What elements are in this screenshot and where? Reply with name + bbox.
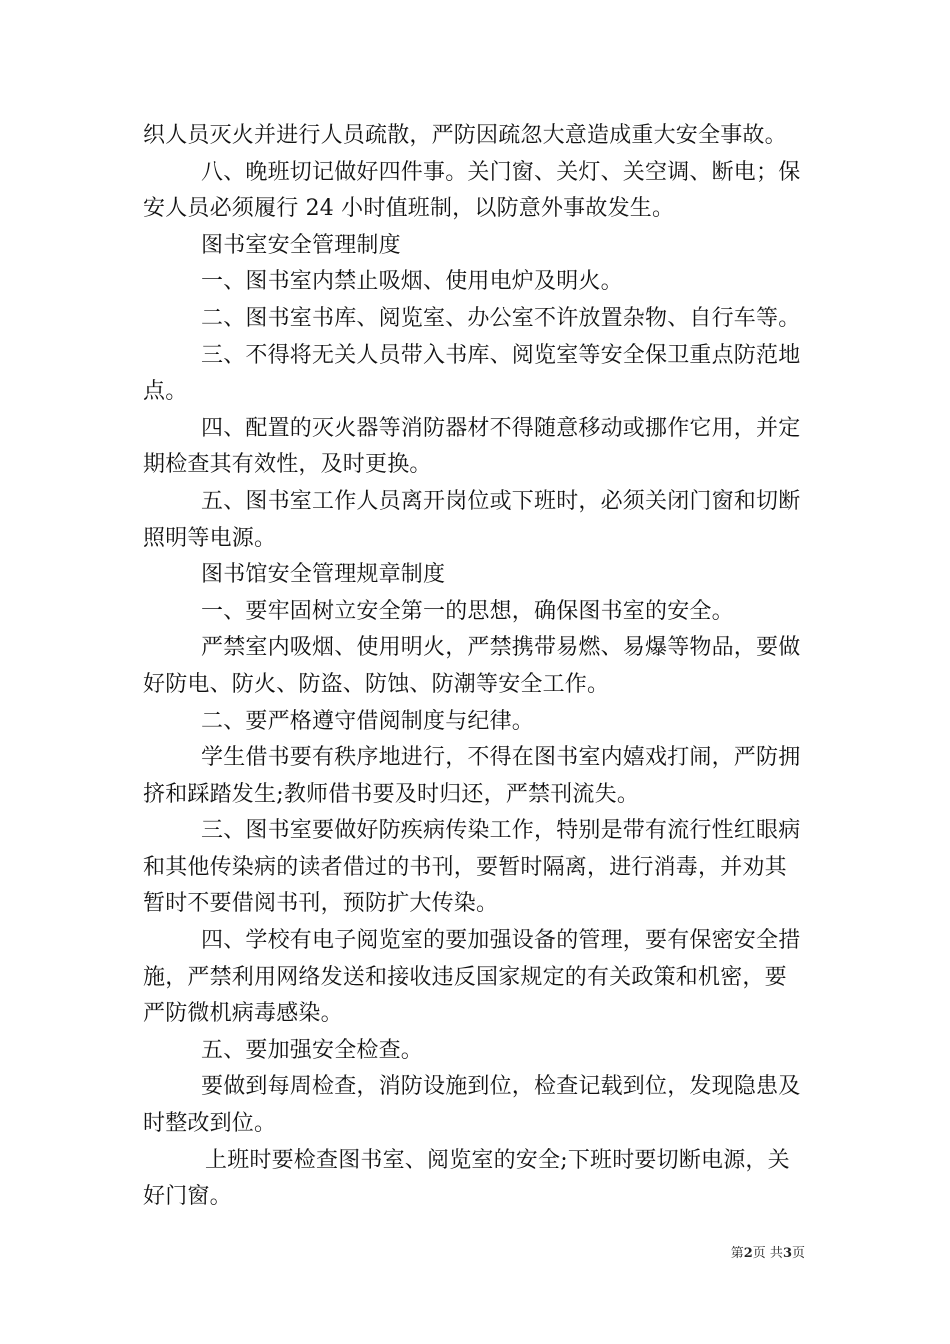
body-line: 织人员灭火并进行人员疏散，严防因疏忽大意造成重大安全事故。: [143, 123, 787, 148]
body-line: 五、图书室工作人员离开岗位或下班时，必须关闭门窗和切断: [201, 488, 801, 514]
body-line: 挤和踩踏发生;教师借书要及时归还，严禁刊流失。: [143, 781, 640, 807]
body-line: 五、要加强安全检查。: [201, 1037, 424, 1063]
body-line: 上班时要检查图书室、阅览室的安全;下班时要切断电源，关: [205, 1147, 790, 1173]
body-line: 一、图书室内禁止吸烟、使用电炉及明火。: [201, 269, 623, 295]
body-line: 严防微机病毒感染。: [143, 1001, 343, 1027]
footer-suffix: 页: [791, 1246, 805, 1261]
total-pages-number: 3: [782, 1246, 792, 1261]
body-line: 二、要严格遵守借阅制度与纪律。: [201, 708, 535, 734]
document-body: [143, 118, 807, 1216]
body-line: 三、图书室要做好防疾病传染工作，特别是带有流行性红眼病: [201, 818, 801, 844]
body-line: 四、配置的灭火器等消防器材不得随意移动或挪作它用，并定: [201, 415, 801, 441]
current-page-number: 2: [743, 1246, 753, 1261]
body-line: 好防电、防火、防盗、防蚀、防潮等安全工作。: [143, 671, 610, 697]
body-line: 学生借书要有秩序地进行，不得在图书室内嬉戏打闹，严防拥: [201, 745, 801, 771]
body-line: 安人员必须履行 24 小时值班制，以防意外事故发生。: [143, 196, 675, 222]
body-line: 和其他传染病的读者借过的书刊，要暂时隔离，进行消毒，并劝其: [143, 854, 787, 880]
page-number-footer: [731, 1245, 805, 1263]
body-line: 一、要牢固树立安全第一的思想，确保图书室的安全。: [201, 598, 734, 624]
body-line: 三、不得将无关人员带入书库、阅览室等安全保卫重点防范地: [201, 342, 801, 368]
body-line: 施，严禁利用网络发送和接收违反国家规定的有关政策和机密，要: [143, 964, 787, 990]
body-line: 时整改到位。: [143, 1111, 277, 1137]
body-line: 照明等电源。: [143, 525, 277, 551]
body-line: 要做到每周检查，消防设施到位，检查记载到位，发现隐患及: [201, 1074, 801, 1100]
body-line: 严禁室内吸烟、使用明火，严禁携带易燃、易爆等物品，要做: [201, 635, 801, 661]
body-line: 点。: [143, 379, 188, 405]
footer-prefix: 第: [730, 1246, 744, 1261]
section-heading: 图书馆安全管理规章制度: [201, 562, 446, 588]
body-line: 八、晚班切记做好四件事。关门窗、关灯、关空调、断电；保: [201, 159, 801, 185]
section-heading: 图书室安全管理制度: [201, 232, 401, 258]
body-line: 期检查其有效性，及时更换。: [143, 452, 432, 478]
body-line: 四、学校有电子阅览室的要加强设备的管理，要有保密安全措: [201, 928, 801, 954]
body-line: 暂时不要借阅书刊，预防扩大传染。: [143, 891, 499, 917]
footer-middle: 页 共: [752, 1246, 783, 1261]
body-line: 二、图书室书库、阅览室、办公室不许放置杂物、自行车等。: [201, 305, 801, 331]
body-line: 好门窗。: [143, 1184, 232, 1210]
